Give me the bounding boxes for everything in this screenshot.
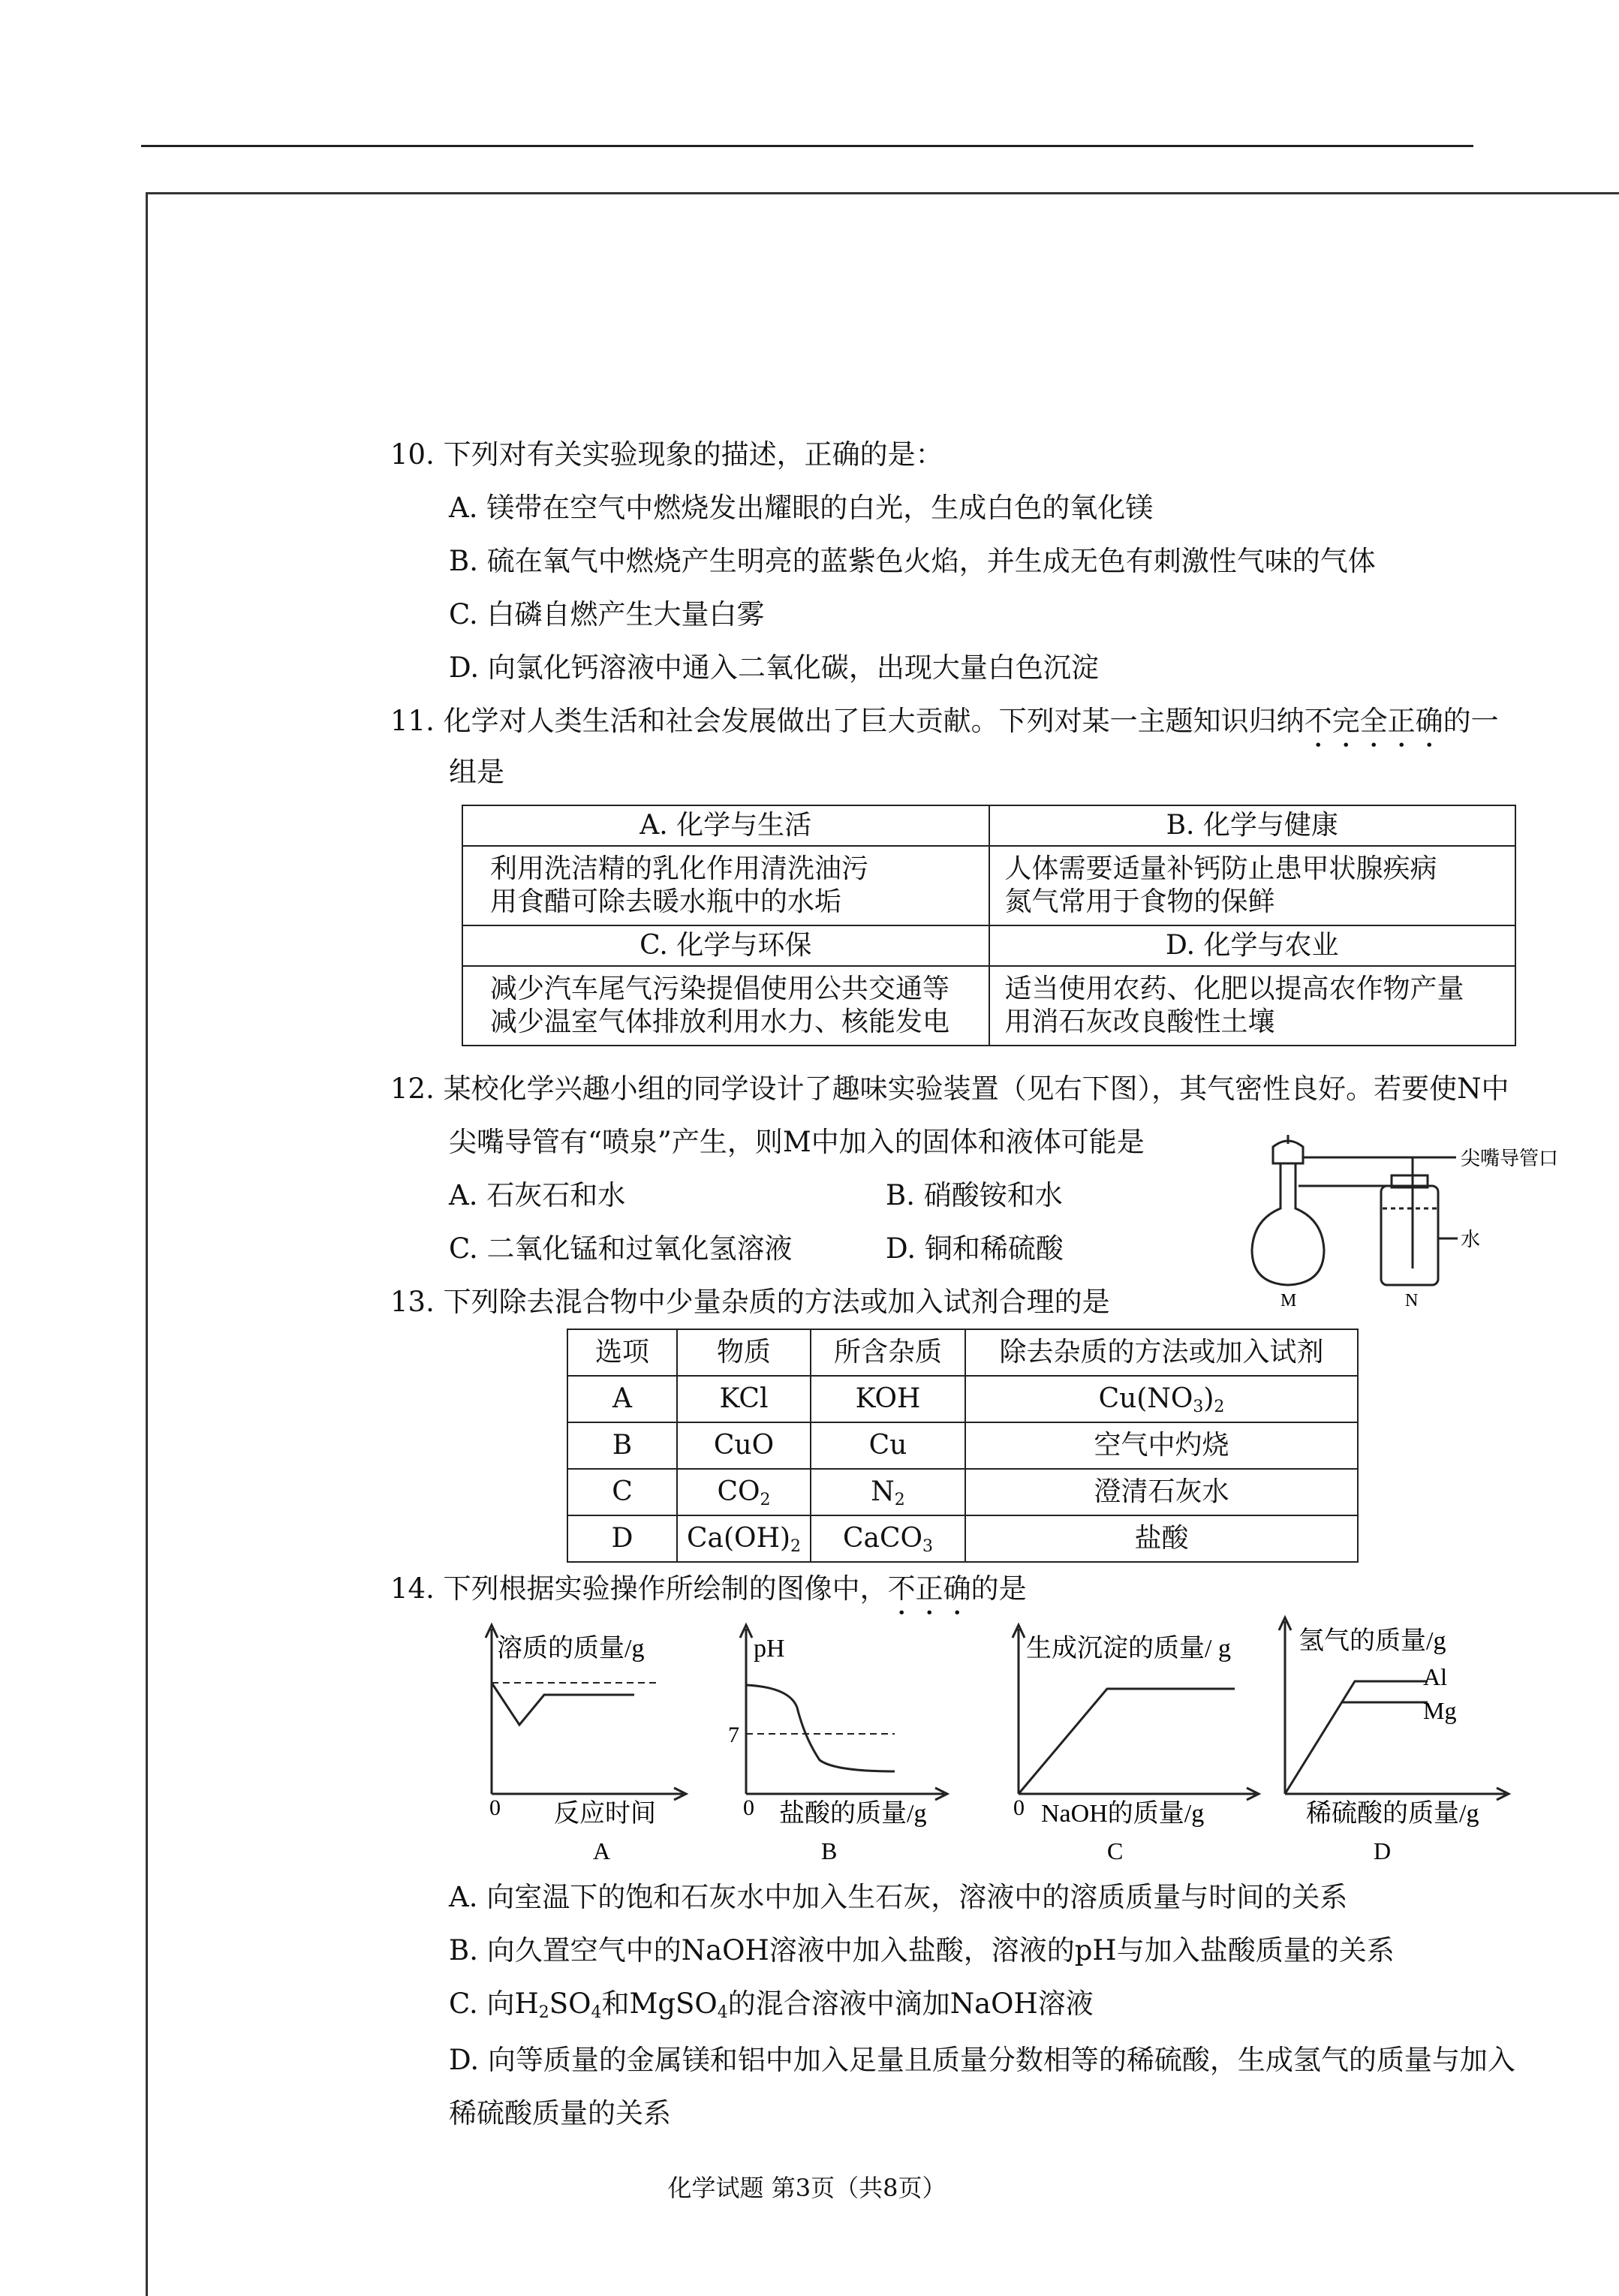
q14-stem-text: 14. 下列根据实验操作所绘制的图像中， xyxy=(390,1572,888,1605)
q12-option-c: C. 二氧化锰和过氧化氢溶液 xyxy=(449,1232,793,1265)
q10-option-b: B. 硫在氧气中燃烧产生明亮的蓝紫色火焰，并生成无色有刺激性气味的气体 xyxy=(449,545,1376,577)
q13-header-cell: 选项 xyxy=(567,1329,677,1376)
table-cell: $Cu(NO_3)_2$ xyxy=(965,1376,1358,1422)
q11-head-a: A. 化学与生活 xyxy=(462,805,989,846)
table-cell: KCl xyxy=(677,1376,811,1422)
table-cell: 盐酸 xyxy=(965,1515,1358,1562)
q14-stem-emphasis: 不正确 xyxy=(887,1572,971,1605)
graph-b-ph7: 7 xyxy=(728,1723,739,1747)
graph-c-xlabel: NaOH的质量/g xyxy=(1041,1800,1205,1828)
table-row xyxy=(567,1469,1358,1515)
table-cell: KOH xyxy=(811,1376,965,1422)
q13-header-cell: 所含杂质 xyxy=(811,1329,965,1376)
q10-option-d: D. 向氯化钙溶液中通入二氧化碳，出现大量白色沉淀 xyxy=(449,651,1099,684)
graph-d-xlabel: 稀硫酸的质量/g xyxy=(1306,1800,1479,1828)
q12-stem-line2: 尖嘴导管有“喷泉”产生，则M中加入的固体和液体可能是 xyxy=(449,1126,1145,1158)
graph-b-origin: 0 xyxy=(743,1795,754,1820)
q13-header-cell: 除去杂质的方法或加入试剂 xyxy=(965,1329,1358,1376)
graph-b xyxy=(722,1614,955,1869)
q14-c-sub2: 2 xyxy=(538,2003,549,2022)
table-row xyxy=(567,1515,1358,1562)
q11-head-b: B. 化学与健康 xyxy=(989,805,1516,846)
q12-option-b: B. 硝酸铵和水 xyxy=(886,1179,1063,1211)
graph-a xyxy=(473,1614,691,1869)
q11-head-d: D. 化学与农业 xyxy=(989,925,1516,966)
graph-b-ylabel: pH xyxy=(754,1635,785,1663)
q14-option-a: A. 向室温下的饱和石灰水中加入生石灰，溶液中的溶质质量与时间的关系 xyxy=(449,1881,1348,1913)
q14-option-c xyxy=(449,1987,1094,2021)
q14-option-d-line2: 稀硫酸质量的关系 xyxy=(449,2097,671,2129)
q11-stem-text: 11. 化学对人类生活和社会发展做出了巨大贡献。下列对某一主题知识归纳 xyxy=(390,705,1305,737)
q11-a-line1: 利用洗洁精的乳化作用清洗油污 xyxy=(490,853,869,884)
table-cell: A xyxy=(567,1376,677,1422)
graph-a-origin: 0 xyxy=(489,1795,501,1820)
q10-option-a: A. 镁带在空气中燃烧发出耀眼的白光，生成白色的氧化镁 xyxy=(449,492,1154,524)
q11-c-line1: 减少汽车尾气污染提倡使用公共交通等 xyxy=(490,973,950,1004)
q11-stem-emphasis: 不完全正确 xyxy=(1304,705,1443,737)
table-cell: 澄清石灰水 xyxy=(965,1469,1358,1515)
table-cell: D xyxy=(567,1515,677,1562)
q10-option-c: C. 白磷自燃产生大量白雾 xyxy=(449,598,765,630)
q13-header-cell: 物质 xyxy=(677,1329,811,1376)
graph-c-letter: C xyxy=(1107,1837,1124,1864)
q11-stem-line2: 组是 xyxy=(449,756,504,788)
q11-d-line2: 用消石灰改良酸性土壤 xyxy=(1004,1007,1275,1037)
graph-c-ylabel: 生成沉淀的质量/ g xyxy=(1026,1635,1231,1663)
q11-c-line2: 减少温室气体排放利用水力、核能发电 xyxy=(490,1007,950,1037)
q11-stem-tail: 的一 xyxy=(1443,705,1499,737)
graph-c xyxy=(1002,1614,1265,1869)
table-cell: Cu xyxy=(811,1422,965,1469)
table-cell: $Ca(OH)_2$ xyxy=(677,1515,811,1562)
q11-b-line2: 氮气常用于食物的保鲜 xyxy=(1004,886,1275,917)
q12-stem-line1: 12. 某校化学兴趣小组的同学设计了趣味实验装置（见右下图），其气密性良好。若要使N中 xyxy=(390,1073,1509,1105)
graph-a-ylabel: 溶质的质量/g xyxy=(497,1635,645,1663)
q14-c-part4: 的混合溶液中滴加NaOH溶液 xyxy=(727,1988,1094,2020)
q11-cell-c xyxy=(462,966,989,1046)
q14-c-part1: C. 向H xyxy=(449,1988,539,2020)
q11-stem xyxy=(390,704,1499,754)
table-row xyxy=(567,1376,1358,1422)
q10-stem: 10. 下列对有关实验现象的描述，正确的是： xyxy=(390,438,943,471)
table-row xyxy=(567,1422,1358,1469)
q14-option-b: B. 向久置空气中的NaOH溶液中加入盐酸，溶液的pH与加入盐酸质量的关系 xyxy=(449,1934,1395,1966)
table-cell: B xyxy=(567,1422,677,1469)
q12-option-d: D. 铜和稀硫酸 xyxy=(886,1232,1064,1265)
table-cell: $N_2$ xyxy=(811,1469,965,1515)
graph-d-letter: D xyxy=(1374,1837,1392,1864)
table-cell: CuO xyxy=(677,1422,811,1469)
graph-b-xlabel: 盐酸的质量/g xyxy=(779,1800,927,1828)
q11-a-line2: 用食醋可除去暖水瓶中的水垢 xyxy=(490,886,842,917)
fig-n-label: N xyxy=(1405,1291,1419,1310)
graph-a-xlabel: 反应时间 xyxy=(554,1800,656,1828)
q11-b-line1: 人体需要适量补钙防止患甲状腺疾病 xyxy=(1004,853,1437,884)
table-cell: 空气中灼烧 xyxy=(965,1422,1358,1469)
q13-header-row xyxy=(567,1329,1358,1376)
q13-stem: 13. 下列除去混合物中少量杂质的方法或加入试剂合理的是 xyxy=(390,1286,1110,1318)
q11-cell-d xyxy=(989,966,1516,1046)
graph-b-letter: B xyxy=(821,1837,838,1864)
fig-m-label: M xyxy=(1280,1291,1297,1310)
graph-d xyxy=(1276,1606,1516,1869)
table-cell: C xyxy=(567,1469,677,1515)
q14-stem-tail: 的是 xyxy=(970,1572,1027,1605)
table-cell: $CO_2$ xyxy=(677,1469,811,1515)
graph-c-origin: 0 xyxy=(1013,1795,1025,1820)
q11-cell-b xyxy=(989,846,1516,925)
graph-d-ylabel: 氢气的质量/g xyxy=(1299,1627,1446,1655)
q11-cell-a xyxy=(462,846,989,925)
graph-d-al-label: Al xyxy=(1423,1663,1447,1690)
page-footer: 化学试题 第3页（共8页） xyxy=(667,2174,946,2202)
q14-c-sub4a: 4 xyxy=(591,2003,602,2022)
q14-c-part3: 和MgSO xyxy=(601,1988,718,2020)
q11-table xyxy=(462,805,1516,1046)
fig-water-label: 水 xyxy=(1461,1229,1481,1250)
q11-d-line1: 适当使用农药、化肥以提高农作物产量 xyxy=(1004,973,1464,1004)
q14-c-sub4b: 4 xyxy=(717,2003,728,2022)
q12-apparatus-figure xyxy=(1238,1133,1559,1310)
fig-tip-label: 尖嘴导管口 xyxy=(1461,1148,1559,1169)
graph-d-mg-label: Mg xyxy=(1423,1697,1457,1724)
q14-option-d-line1: D. 向等质量的金属镁和铝中加入足量且质量分数相等的稀硫酸，生成氢气的质量与加入 xyxy=(449,2044,1515,2076)
q13-table xyxy=(567,1329,1359,1563)
q12-option-a: A. 石灰石和水 xyxy=(449,1179,626,1211)
table-cell: CaCO$_3$ xyxy=(811,1515,965,1562)
q14-c-part2: SO xyxy=(549,1988,591,2020)
graph-a-letter: A xyxy=(593,1837,611,1864)
q11-head-c: C. 化学与环保 xyxy=(462,925,989,966)
